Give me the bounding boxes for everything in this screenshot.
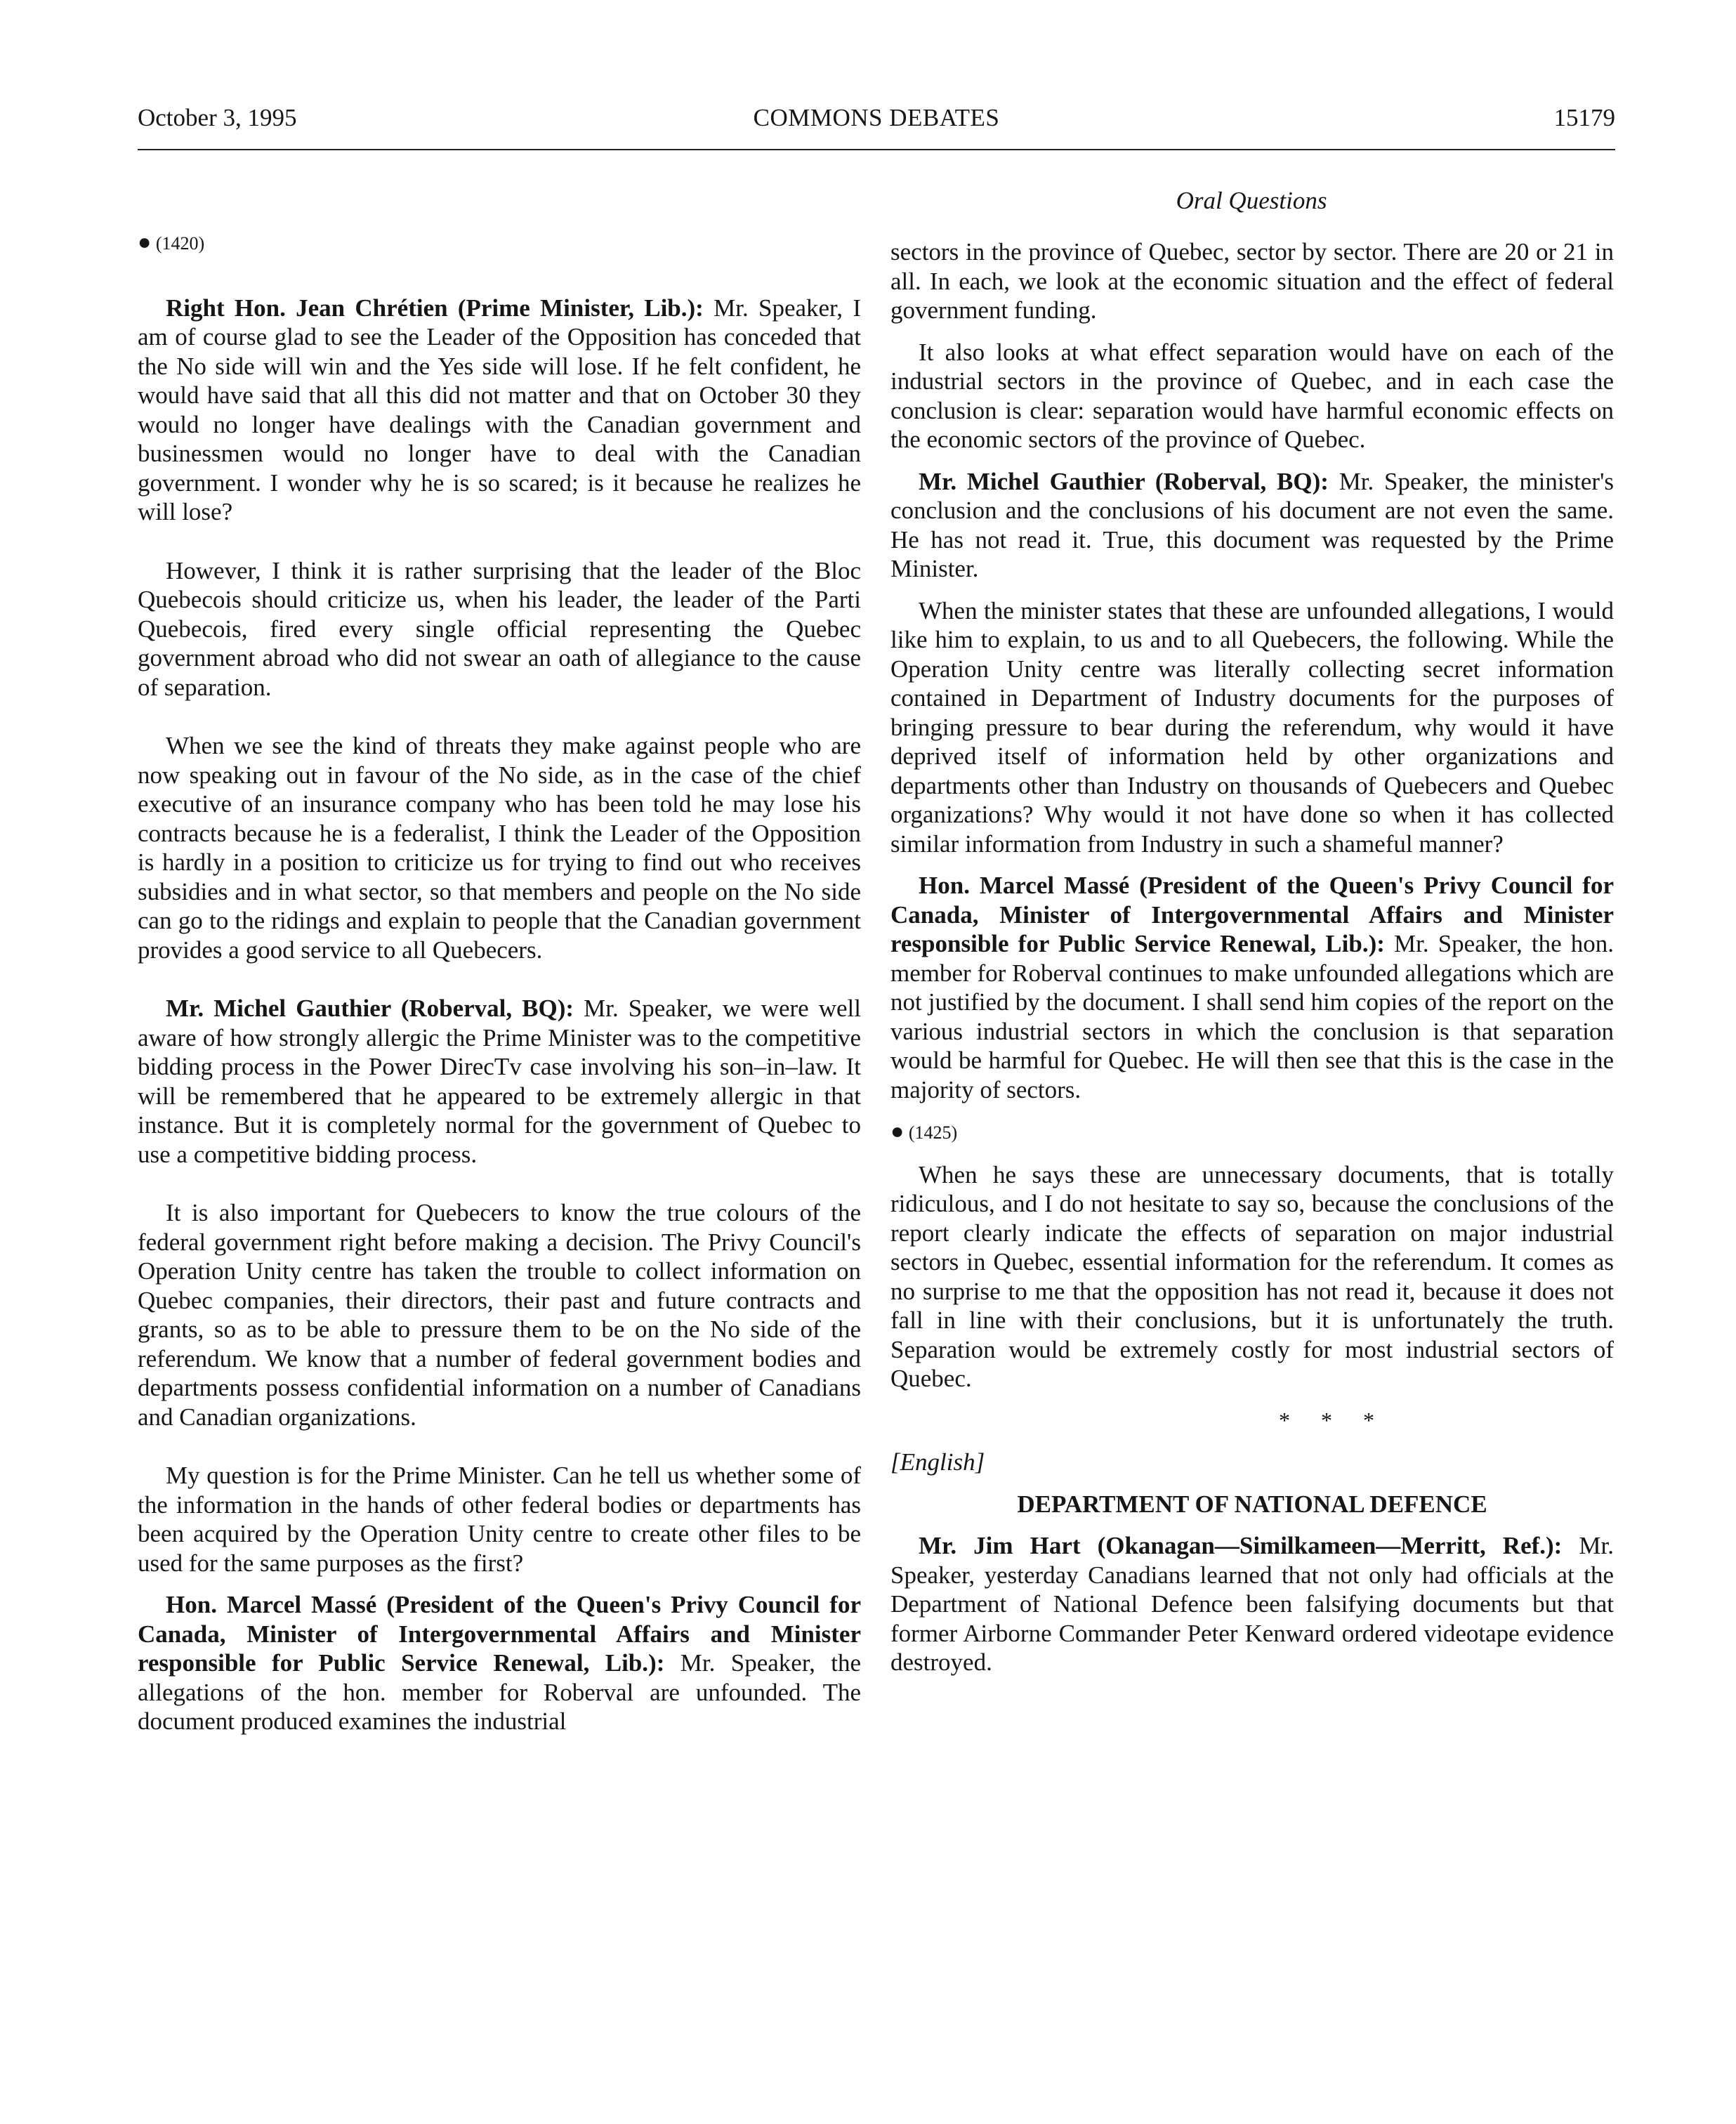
time-marker-label: (1420) [155, 233, 205, 254]
speaker-name: Right Hon. Jean Chrétien (Prime Minister, Lib.): [166, 294, 704, 322]
paragraph-text: Mr. Speaker, I am of course glad to see the Leader of the Opposition has conceded that the No side will win and the Yes side will lose. If he felt confident, he would have said that all this did not matter and that on October 30 they would no longer have dealings with the Canadian government and businessmen would no longer have to deal with the Canadian government. I wonder why he is so scared; is it because he realizes he will lose? [138, 294, 861, 525]
paragraph [138, 994, 861, 1169]
paragraph [890, 871, 1614, 1104]
paragraph: However, I think it is rather surprising that the leader of the Bloc Quebecois should criticize us, when his leader, the leader of the Parti Quebecois, fired every single official representing the Quebec government abroad who did not swear an oath of allegiance to the cause of separation. [138, 556, 861, 701]
paragraph: When the minister states that these are unfounded allegations, I would like him to explain, to us and to all Quebecers, the following. While the Operation Unity centre was literally collecting secret information contained in Department of Industry documents for the purposes of bringing pressure to bear during the referendum, why would it have deprived itself of information held by other organizations and departments other than Industry on thousands of Quebecers and Quebec organizations? Why would it not have done so when it has collected similar information from Industry in such a shameful manner? [890, 596, 1614, 858]
speaker-name: Hon. Marcel Massé (President of the Queen's Privy Council for Canada, Minister of Intergovernmental Affairs and Minister responsible for Public Service Renewal, Lib.): [138, 1591, 861, 1677]
bullet-icon: ● [138, 229, 152, 254]
left-column [138, 228, 861, 1736]
paragraph: sectors in the province of Quebec, sector by sector. There are 20 or 21 in all. In each, we look at the economic situation and the effect of federal government funding. [890, 238, 1614, 324]
header-date: October 3, 1995 [138, 104, 297, 131]
paragraph-text: Mr. Speaker, the hon. member for Roberval continues to make unfounded allegations which are not justified by the document. I shall send him copies of the report on the various industrial sectors in which the conclusion is that separation would be harmful for Quebec. He will then see that this is the case in the majority of sectors. [890, 930, 1614, 1103]
paragraph [138, 294, 861, 527]
speaker-name: Mr. Michel Gauthier (Roberval, BQ): [166, 995, 574, 1022]
language-marker: [English] [890, 1448, 985, 1476]
bullet-icon: ● [890, 1118, 905, 1143]
paragraph: My question is for the Prime Minister. Can he tell us whether some of the information in the hands of other federal bodies or departments has been acquired by the Operation Unity centre to create other files to be used for the same purposes as the first? [138, 1462, 861, 1577]
time-marker-label: (1425) [908, 1122, 958, 1143]
header-page-number: 15179 [1553, 104, 1615, 131]
speaker-name: Mr. Jim Hart (Okanagan—Similkameen—Merritt, Ref.): [919, 1532, 1563, 1559]
header-rule [138, 149, 1615, 150]
header-journal-title: COMMONS DEBATES [753, 104, 1000, 131]
paragraph: When he says these are unnecessary documents, that is totally ridiculous, and I do not hesitate to say so, because the conclusions of the report clearly indicate the effects of separation on major industrial sectors in Quebec, essential information for the referendum. It comes as no surprise to me that the opposition has not read it, because it does not fall in line with their conclusions, but it is unfortunately the truth. Separation would be extremely costly for most industrial sectors of Quebec. [890, 1160, 1614, 1392]
paragraph: When we see the kind of threats they make against people who are now speaking out in favour of the No side, as in the case of the chief executive of an insurance company who has been told he may lose his contracts because he is a federalist, I think the Leader of the Opposition is hardly in a position to criticize us for trying to find out who receives subsidies and in what sector, so that members and people on the No side can go to the ridings and explain to people that the Canadian government provides a good service to all Quebecers. [138, 732, 861, 964]
paragraph-text: Mr. Speaker, we were well aware of how strongly allergic the Prime Minister was to the competitive bidding process in the Power DirecTv case involving his son–in–law. It will be remembered that he appeared to be extremely allergic in that instance. But it is completely normal for the government of Quebec to use a competitive bidding process. [138, 995, 861, 1168]
paragraph-text: Mr. Speaker, the minister's conclusion and the conclusions of his document are not even the same. He has not read it. True, this document was requested by the Prime Minister. [890, 467, 1615, 582]
time-marker [890, 1117, 1614, 1148]
page-header [138, 104, 1615, 146]
paragraph: It also looks at what effect separation would have on each of the industrial sectors in the province of Quebec, and in each case the conclusion is clear: separation would have harmful economic effects on the economic sectors of the province of Quebec. [890, 338, 1614, 453]
section-title: Oral Questions [1176, 187, 1327, 214]
paragraph-text: Mr. Speaker, yesterday Canadians learned that not only had officials at the Department of National Defence been falsifying documents but that former Airborne Commander Peter Kenward ordered videotape evidence destroyed. [890, 1532, 1614, 1676]
time-marker [138, 228, 861, 258]
speaker-name: Hon. Marcel Massé (President of the Queen's Privy Council for Canada, Minister of Intergovernmental Affairs and Minister responsible for Public Service Renewal, Lib.): [890, 872, 1614, 957]
paragraph [138, 1590, 861, 1736]
right-column [890, 237, 1614, 1677]
paragraph-text: Mr. Speaker, the allegations of the hon. member for Roberval are unfounded. The document produced examines the industrial [138, 1649, 861, 1735]
section-separator: * * * [1279, 1407, 1387, 1433]
paragraph [890, 467, 1614, 584]
speaker-name: Mr. Michel Gauthier (Roberval, BQ): [919, 467, 1329, 495]
topic-heading: DEPARTMENT OF NATIONAL DEFENCE [1017, 1490, 1487, 1518]
paragraph: It is also important for Quebecers to know the true colours of the federal government right before making a decision. The Privy Council's Operation Unity centre has taken the trouble to collect information on Quebec companies, their directors, their past and future contracts and grants, so as to be able to pressure them to be on the No side of the referendum. We know that a number of federal government bodies and departments possess confidential information on a number of Canadians and Canadian organizations. [138, 1199, 861, 1431]
paragraph [890, 1531, 1614, 1677]
